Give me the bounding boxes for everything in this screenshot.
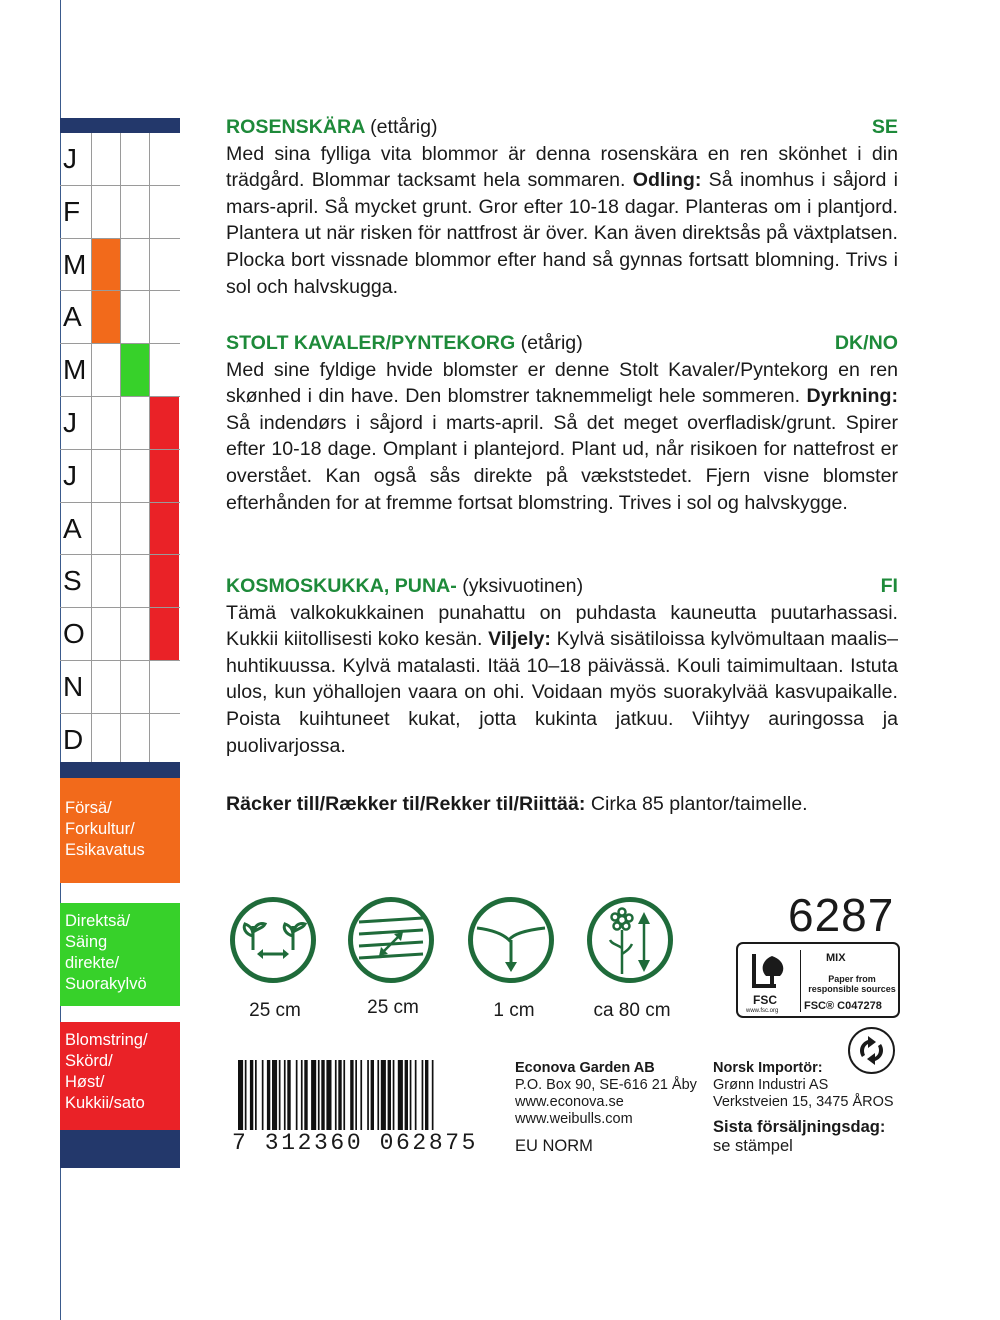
legend-line: Esikavatus (65, 841, 145, 859)
language-code: FI (880, 575, 898, 597)
barcode-digits: 7 312360 062875 (232, 1130, 479, 1156)
calendar-row (60, 608, 180, 661)
month-label: J (63, 143, 77, 174)
calendar-cell (149, 503, 179, 555)
plant-spacing-label: 25 cm (249, 1000, 301, 1021)
legend-line: Høst/ (65, 1073, 105, 1091)
last-sale-label: Sista försäljningsdag: (713, 1118, 886, 1136)
barcode-bar (245, 1060, 247, 1130)
calendar-row (60, 397, 180, 450)
barcode-bar (398, 1060, 403, 1130)
last-sale-date (713, 1118, 885, 1156)
calendar-cell (149, 291, 179, 343)
company-info (515, 1060, 697, 1128)
section-body (226, 141, 898, 301)
month-label: O (63, 618, 85, 650)
calendar-row (60, 239, 180, 292)
calendar-cell (149, 239, 179, 291)
section-title: KOSMOSKUKKA, PUNA- (226, 575, 457, 597)
month-label: N (63, 670, 84, 702)
plant-spacing-icon (230, 897, 316, 983)
calendar-cell (120, 608, 149, 660)
company-name: Econova Garden AB (515, 1060, 655, 1076)
body-text: Så indendørs i såjord i marts-april. Så det meget overfladisk/grunt. Spirer efter 10-18 dage. Omplant i plantejord. Plant ud, når risikoen for nattefrost er overstået. Kan også sås direkte på vækststedet. Fjern visne blomster efterhånden for at fremme fortsat blomstring. Trives i sol og halvskygge. (226, 411, 898, 514)
barcode-bar (343, 1060, 345, 1130)
barcode-bar (388, 1060, 391, 1130)
calendar-cell (91, 661, 120, 713)
calendar-cell (149, 555, 179, 607)
barcode-bar (255, 1060, 257, 1130)
fsc-url: www.fsc.org (746, 1008, 779, 1014)
month-label: M (63, 354, 87, 386)
calendar-cell (149, 450, 179, 502)
section-heading (226, 573, 898, 600)
section-dk-no (226, 330, 898, 516)
calendar-cell (120, 239, 149, 291)
calendar-row (60, 661, 180, 714)
month-label: A (63, 301, 82, 333)
section-se (226, 114, 898, 300)
plant-height-label: ca 80 cm (593, 1000, 671, 1021)
section-heading (226, 330, 898, 357)
month-label: F (63, 195, 81, 227)
company-address: P.O. Box 90, SE-616 21 Åby (515, 1077, 697, 1093)
language-code: SE (871, 116, 898, 138)
fsc-divider (800, 950, 801, 1012)
barcode-bar (350, 1060, 353, 1130)
calendar-cell (120, 450, 149, 502)
month-label: A (63, 512, 82, 544)
barcode-bar (335, 1060, 337, 1130)
calendar-row (60, 555, 180, 608)
calendar-row (60, 714, 180, 767)
sowing-depth-label: 1 cm (493, 1000, 535, 1021)
barcode-bar (326, 1060, 331, 1130)
sowing-calendar (60, 118, 180, 767)
company-website: www.econova.se (515, 1094, 624, 1110)
section-subtitle: (yksivuotinen) (462, 575, 584, 597)
calendar-cell (91, 555, 120, 607)
barcode-bar (311, 1060, 316, 1130)
barcode-bar (425, 1060, 428, 1130)
body-bold-label: Dyrkning: (806, 385, 898, 408)
calendar-cell (120, 291, 149, 343)
month-label: J (63, 459, 77, 491)
barcode-bar (415, 1060, 417, 1130)
barcode-bar (301, 1060, 303, 1130)
legend-line: Kukkii/sato (65, 1094, 145, 1112)
barcode-bar (272, 1060, 277, 1130)
legend-line: Skörd/ (65, 1052, 113, 1070)
legend-line: Säing (65, 933, 108, 951)
barcode-bar (304, 1060, 307, 1130)
barcode-bar (338, 1060, 341, 1130)
last-sale-value: se stämpel (713, 1137, 793, 1155)
barcode-bar (238, 1060, 243, 1130)
barcode-bar (267, 1060, 270, 1130)
calendar-bottom-bar (60, 1130, 180, 1168)
legend-line: direkte/ (65, 954, 120, 972)
calendar-cell (149, 344, 179, 396)
barcode-bar (321, 1060, 324, 1130)
company-website: www.weibulls.com (515, 1111, 633, 1127)
calendar-cell (91, 450, 120, 502)
barcode-bar (296, 1060, 298, 1130)
yield-label: Räcker till/Rækker til/Rekker til/Riittää: (226, 793, 586, 815)
month-label: J (63, 406, 77, 438)
body-text: Kylvä sisätiloissa kylvömultaan maalis–huhtikuussa. Kylvä matalasti. Itää 10–18 päivässä. Kouli taimimultaan. Istuta ulos, kun yöhallojen vaara on ohi. Voidaan myös suorakylvää kasvupaikalle. Poista kuihtuneet kukat, jotta kukinta jatkuu. Viihtyy auringossa ja puolivarjossa. (226, 628, 898, 757)
body-bold-label: Odling: (632, 169, 702, 192)
fsc-description: Paper from responsible sources (808, 974, 896, 994)
calendar-cell (91, 186, 120, 238)
language-code: DK/NO (834, 332, 898, 354)
barcode-bar (377, 1060, 379, 1130)
fsc-code: FSC® C047278 (804, 1000, 882, 1012)
section-title: STOLT KAVALER/PYNTEKORG (226, 332, 516, 354)
barcode-bar (405, 1060, 408, 1130)
calendar-cell (149, 608, 179, 660)
calendar-cell (149, 397, 179, 449)
legend-line: Blomstring/ (65, 1031, 148, 1049)
barcode-bar (355, 1060, 357, 1130)
body-text: Så inomhus i såjord i mars-april. Så mycket grunt. Gror efter 10-18 dagar. Planteras om i plantjord. Plantera ut när risken för nattfrost är över. Kan även direktsås på växtplatsen. Plocka bort vissnade blommor efter hand så gynnas fortsatt blomning. Trivs i sol och halvskugga. (226, 169, 898, 298)
calendar-cell (120, 661, 149, 713)
body-intro: Tämä valkokukkainen punahattu on puhdasta kauneutta puutarhassasi. Kukkii kiitollisesti koko kesän. (226, 601, 898, 651)
calendar-top-bar (60, 118, 180, 133)
calendar-row (60, 450, 180, 503)
yield-value: Cirka 85 plantor/taimelle. (585, 793, 808, 815)
calendar-cell (120, 503, 149, 555)
calendar-row (60, 291, 180, 344)
month-label: S (63, 565, 82, 597)
calendar-row (60, 186, 180, 239)
importer-label: Norsk Importör: (713, 1060, 823, 1076)
calendar-cell (91, 133, 120, 185)
yield-info (226, 793, 808, 816)
calendar-row (60, 503, 180, 556)
fsc-logo (736, 942, 900, 1018)
calendar-cell (149, 133, 179, 185)
barcode-bar (262, 1060, 264, 1130)
calendar-cell (120, 133, 149, 185)
fsc-mix: MIX (826, 952, 846, 964)
section-title: ROSENSKÄRA (226, 116, 365, 138)
barcode-bar (318, 1060, 320, 1130)
row-spacing-icon (348, 897, 434, 983)
calendar-cell (120, 714, 149, 766)
fsc-tree-icon (748, 950, 794, 994)
body-intro: Med sina fylliga vita blommor är denna rosenskära en ren skönhet i din trädgård. Blommar tacksamt hela sommaren. (226, 142, 898, 192)
calendar-cell (91, 714, 120, 766)
barcode-bar (287, 1060, 290, 1130)
legend-sowing-indoor (60, 762, 180, 883)
legend-line: Forkultur/ (65, 820, 135, 838)
barcode-bar (410, 1060, 412, 1130)
calendar-cell (120, 344, 149, 396)
barcode-bar (250, 1060, 253, 1130)
body-intro: Med sine fyldige hvide blomster er denne Stolt Kavaler/Pyntekorg en ren skønhed i din have. Den blomstrer taknemmeligt hele sommeren. (226, 358, 898, 408)
calendar-cell (91, 291, 120, 343)
month-label: D (63, 723, 84, 755)
calendar-cell (91, 239, 120, 291)
barcode-bar (360, 1060, 362, 1130)
calendar-cell (91, 344, 120, 396)
section-heading (226, 114, 898, 141)
eu-norm: EU NORM (515, 1137, 593, 1155)
product-number: 6287 (788, 889, 895, 941)
section-subtitle: (ettårig) (370, 116, 438, 138)
barcode-bar (393, 1060, 395, 1130)
calendar-row (60, 344, 180, 397)
section-body (226, 600, 898, 760)
importer-info (713, 1060, 894, 1111)
legend-flowering (60, 1022, 180, 1130)
calendar-cell (120, 555, 149, 607)
calendar-cell (149, 714, 179, 766)
section-fi (226, 573, 898, 759)
legend-sowing-direct (60, 903, 180, 1006)
barcode-bar (371, 1060, 374, 1130)
barcode-bar (279, 1060, 281, 1130)
legend-line: Direktsä/ (65, 912, 131, 930)
calendar-cell (91, 397, 120, 449)
calendar-cell (120, 397, 149, 449)
fsc-word: FSC (753, 993, 777, 1007)
legend-line: Försä/ (65, 799, 112, 817)
row-spacing-label: 25 cm (367, 997, 419, 1018)
sowing-depth-icon (468, 897, 554, 983)
month-label: M (63, 248, 87, 280)
calendar-cell (120, 186, 149, 238)
barcode-bar (432, 1060, 434, 1130)
body-bold-label: Viljely: (488, 628, 551, 651)
section-subtitle: (etårig) (520, 332, 583, 354)
barcode-bar (381, 1060, 386, 1130)
calendar-cell (149, 661, 179, 713)
barcode-bar (367, 1060, 369, 1130)
barcode-bar (422, 1060, 424, 1130)
calendar-cell (91, 503, 120, 555)
calendar-cell (91, 608, 120, 660)
plant-height-icon (587, 897, 673, 983)
barcode-bar (284, 1060, 286, 1130)
calendar-cell (149, 186, 179, 238)
legend-line: Suorakylvö (65, 975, 147, 993)
section-body (226, 357, 898, 517)
importer-address: Verkstveien 15, 3475 ÅROS (713, 1094, 894, 1110)
calendar-row (60, 133, 180, 186)
importer-name: Grønn Industri AS (713, 1077, 829, 1093)
